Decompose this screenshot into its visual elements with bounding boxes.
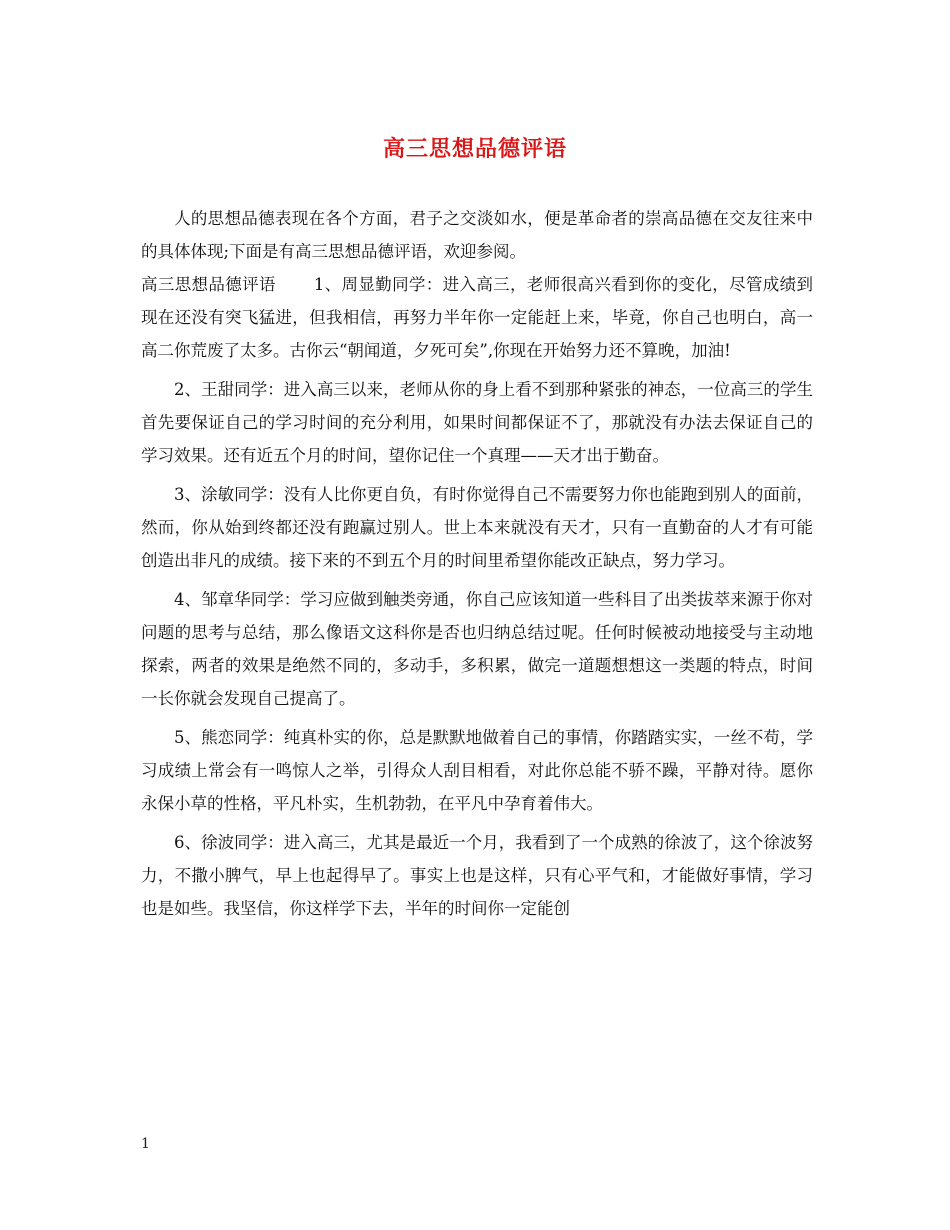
comment-paragraph-3: 3、涂敏同学：没有人比你更自负，有时你觉得自己不需要努力你也能跑到别人的面前，然而，你从始到终都还没有跑赢过别人。世上本来就没有天才，只有一直勤奋的人才有可能创造出非凡的成绩。接下来的不到五个月的时间里希望你能改正缺点，努力学习。 <box>141 485 813 570</box>
comment-paragraph-5: 5、熊恋同学：纯真朴实的你，总是默默地做着自己的事情，你踏踏实实，一丝不苟，学习成绩上常会有一鸣惊人之举，引得众人刮目相看，对此你总能不骄不躁，平静对待。愿你永保小草的性格，平凡朴实，生机勃勃，在平凡中孕育着伟大。 <box>141 728 813 813</box>
document-body <box>141 202 813 925</box>
section-heading: 高三思想品德评语 <box>141 275 276 294</box>
comment-paragraph-2: 2、王甜同学：进入高三以来，老师从你的身上看不到那种紧张的神态，一位高三的学生首先要保证自己的学习时间的充分利用，如果时间都保证不了，那就没有办法去保证自己的学习效果。还有近五个月的时间，望你记住一个真理——天才出于勤奋。 <box>141 380 813 465</box>
comment-paragraph-6: 6、徐波同学：进入高三，尤其是最近一个月，我看到了一个成熟的徐波了，这个徐波努力，不撒小脾气，早上也起得早了。事实上也是这样，只有心平气和，才能做好事情，学习也是如些。我坚信，你这样学下去，半年的时间你一定能创 <box>141 833 813 918</box>
page-number: 1 <box>141 1136 150 1152</box>
comment-paragraph-1 <box>141 268 813 367</box>
intro-paragraph: 人的思想品德表现在各个方面，君子之交淡如水，便是革命者的崇高品德在交友往来中的具体体现;下面是有高三思想品德评语，欢迎参阅。 <box>141 209 813 261</box>
comment-paragraph-4: 4、邹章华同学：学习应做到触类旁通，你自己应该知道一些科目了出类拔萃来源于你对问题的思考与总结，那么像语文这科你是否也归纳总结过呢。任何时候被动地接受与主动地探索，两者的效果是绝然不同的，多动手，多积累，做完一道题想想这一类题的特点，时间一长你就会发现自己提高了。 <box>141 590 813 708</box>
comment-text-1: 1、周显勤同学：进入高三，老师很高兴看到你的变化，尽管成绩到现在还没有突飞猛进，但我相信，再努力半年你一定能赶上来，毕竟，你自己也明白，高一高二你荒废了太多。古你云“朝闻道，夕死可矣”,你现在开始努力还不算晚，加油! <box>141 275 813 360</box>
document-title: 高三思想品德评语 <box>382 136 567 162</box>
